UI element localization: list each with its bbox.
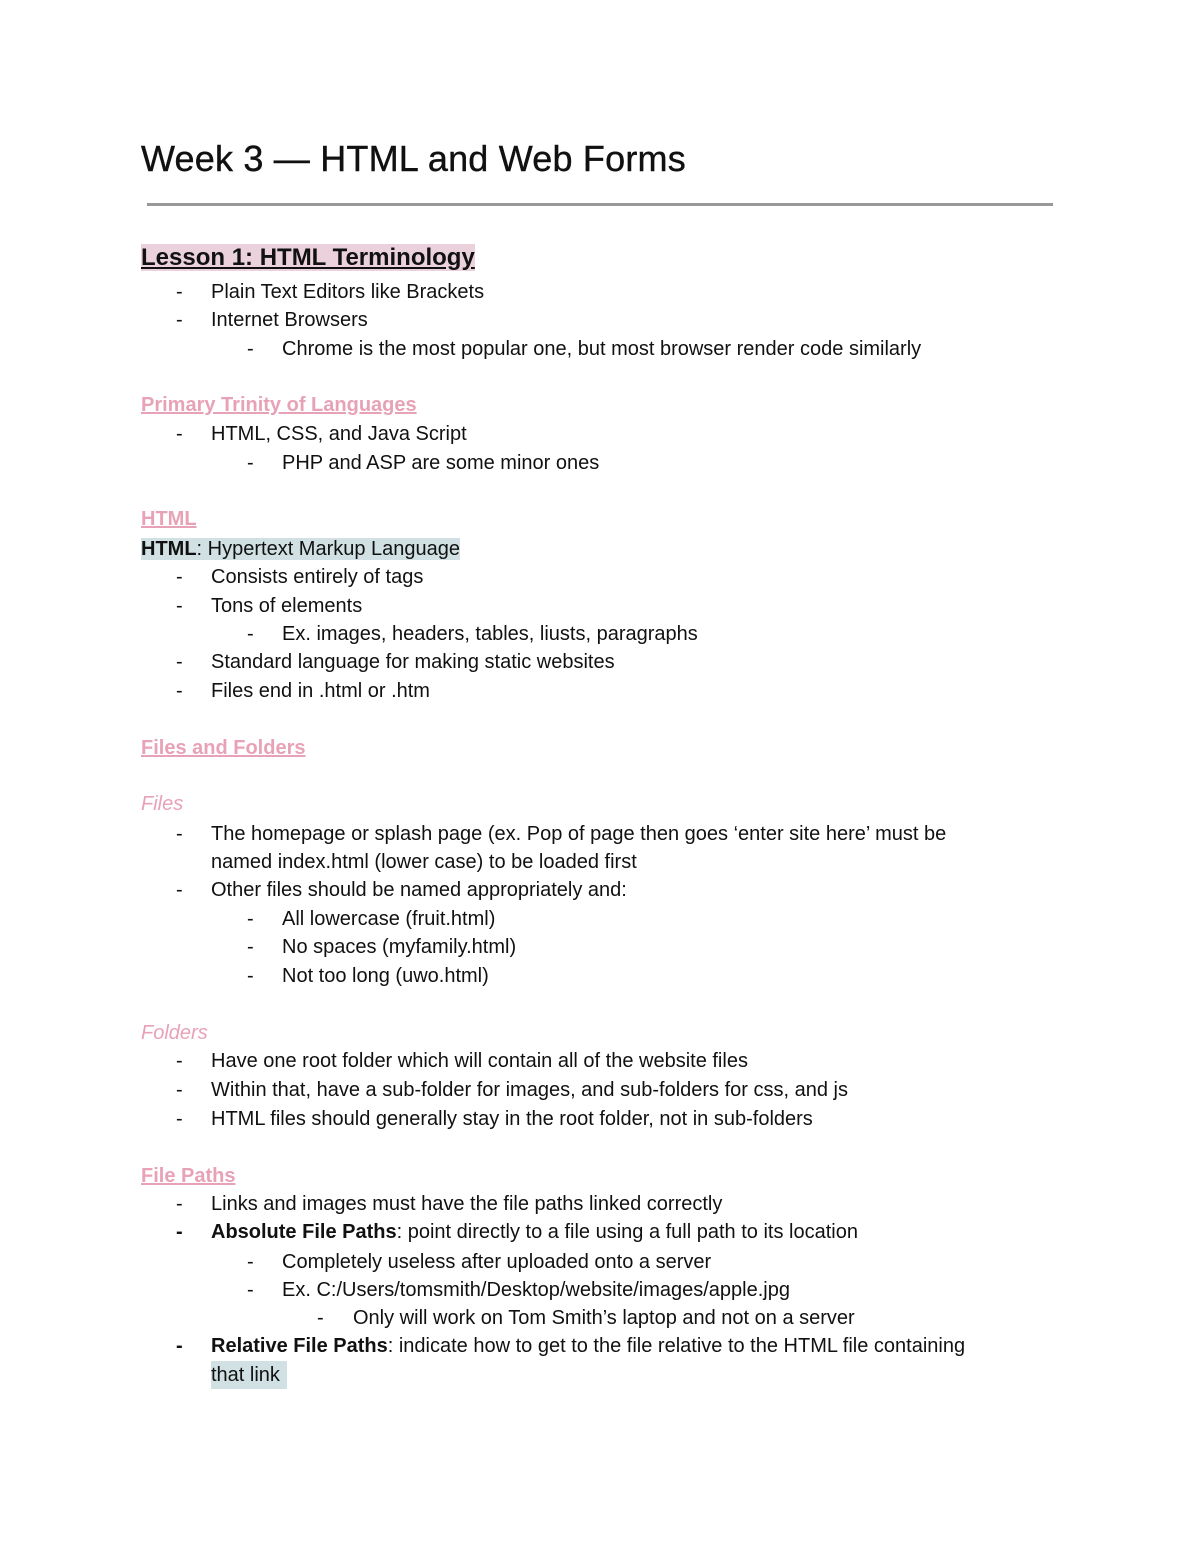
list-item: Only will work on Tom Smith’s laptop and not on a server [353,1307,855,1329]
bullet-dash: - [247,1279,254,1301]
list-item: HTML files should generally stay in the root folder, not in sub-folders [211,1108,813,1130]
bullet-dash: - [176,423,183,445]
list-item: Completely useless after uploaded onto a server [282,1251,712,1273]
list-item: The homepage or splash page (ex. Pop of page then goes ‘enter site here’ must be [211,823,947,845]
bullet-dash: - [176,879,183,901]
list-item-text: that link [211,1364,280,1386]
bullet-dash: - [247,338,254,360]
list-item: Ex. images, headers, tables, liusts, paragraphs [282,623,698,645]
subheading-files: Files [141,793,184,815]
section-heading-text: File Paths [141,1165,236,1187]
definition-text: : point directly to a file using a full path to its location [396,1221,858,1243]
list-item: PHP and ASP are some minor ones [282,452,600,474]
list-item: Tons of elements [211,595,363,617]
list-item: Other files should be named appropriately and: [211,879,627,901]
bullet-dash: - [176,281,183,303]
bullet-dash: - [176,1335,183,1357]
title-divider [147,203,1053,206]
list-item: Chrome is the most popular one, but most browser render code similarly [282,338,922,360]
section-heading-text: HTML [141,508,197,530]
section-heading-trinity [141,391,417,419]
section-heading-html [141,505,197,533]
list-item: Within that, have a sub-folder for images, and sub-folders for css, and js [211,1079,848,1101]
highlighted-item-continued [211,1361,287,1389]
section-heading-text: Files and Folders [141,737,306,759]
bullet-dash: - [176,595,183,617]
bullet-dash: - [176,566,183,588]
list-item: Links and images must have the file paths linked correctly [211,1193,723,1215]
lesson-heading-text: Lesson 1: HTML Terminology [141,244,475,271]
bullet-dash: - [176,1193,183,1215]
list-item: Files end in .html or .htm [211,680,430,702]
bullet-dash: - [247,1251,254,1273]
bullet-dash: - [247,908,254,930]
bullet-dash: - [176,309,183,331]
bullet-dash: - [317,1307,324,1329]
bullet-dash: - [176,680,183,702]
section-heading-file-paths [141,1162,235,1190]
definition-text: : Hypertext Markup Language [196,538,461,560]
definition-term: HTML [141,538,197,560]
section-heading-files-folders [141,734,305,762]
list-item-text: All lowercase (fruit.html) [282,908,496,930]
list-item: Have one root folder which will contain all of the website files [211,1050,748,1072]
bullet-dash: - [176,1050,183,1072]
definition-text: : indicate how to get to the file relative to the HTML file containing [387,1335,966,1357]
definition-term: Relative File Paths [211,1335,388,1357]
definition-term: Absolute File Paths [211,1221,397,1243]
html-definition [141,535,460,563]
list-item: Standard language for making static websites [211,651,615,673]
bullet-dash: - [176,1108,183,1130]
section-heading-text: Primary Trinity of Languages [141,394,417,416]
list-item: Ex. C:/Users/tomsmith/Desktop/website/images/apple.jpg [282,1279,790,1301]
list-item-text: No spaces (myfamily.html) [282,936,517,958]
bullet-dash: - [176,823,183,845]
page-title: Week 3 — HTML and Web Forms [141,138,686,179]
lesson-heading [141,244,475,273]
bullet-dash: - [247,936,254,958]
bullet-dash: - [176,651,183,673]
bullet-dash: - [247,623,254,645]
list-item-text: HTML, CSS, and Java Script [211,423,467,445]
bullet-dash: - [247,965,254,987]
bullet-dash: - [176,1079,183,1101]
list-item: Internet Browsers [211,309,368,331]
bullet-dash: - [247,452,254,474]
subheading-folders: Folders [141,1022,208,1044]
list-item: Consists entirely of tags [211,566,424,588]
list-item-continued: named index.html (lower case) to be loaded first [211,851,637,873]
bullet-dash: - [176,1221,183,1243]
list-item: Plain Text Editors like Brackets [211,281,485,303]
list-item-text: Not too long (uwo.html) [282,965,489,987]
